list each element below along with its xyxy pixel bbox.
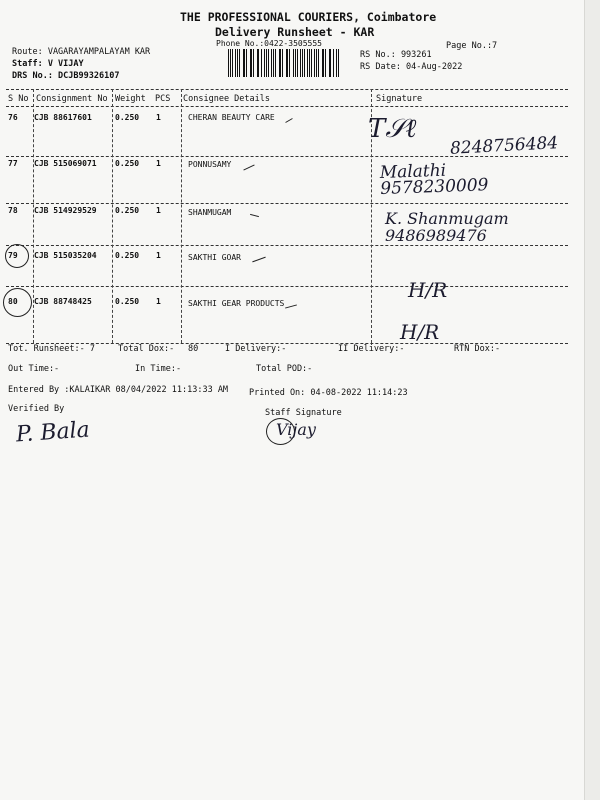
row-weight: 0.250	[115, 159, 140, 168]
row-consignee: SAKTHI GOAR	[188, 253, 241, 262]
check-mark	[285, 304, 297, 308]
row-sno: 76	[8, 113, 18, 122]
i-delivery: I Delivery:-	[225, 344, 287, 354]
staff-signature: Vijay	[276, 420, 316, 439]
row-consignee: SHANMUGAM	[188, 208, 232, 217]
row-sno: 78	[8, 206, 18, 215]
row-divider	[6, 286, 568, 287]
row-weight: 0.250	[115, 206, 140, 215]
printed-on: Printed On: 04-08-2022 11:14:23	[249, 388, 408, 398]
runsheet-subtitle: Delivery Runsheet - KAR	[215, 25, 375, 39]
row-consignment: CJB 88748425	[34, 297, 92, 306]
page-number: Page No.:7	[446, 41, 498, 51]
total-pod: Total POD:-	[256, 364, 313, 374]
total-dox-label: Total Dox:-	[118, 344, 175, 354]
col-header-consignment: Consignment No	[36, 94, 108, 104]
col-header-sno: S No	[8, 94, 29, 104]
row-weight: 0.250	[115, 113, 140, 122]
column-divider	[112, 89, 113, 343]
row-consignment: CJB 88617601	[34, 113, 92, 122]
row-sno: 79	[8, 251, 18, 260]
row-consignee: PONNUSAMY	[188, 160, 232, 169]
handwritten-signature: H/R	[400, 320, 440, 344]
col-header-weight: Weight	[115, 94, 146, 104]
page-edge	[584, 0, 600, 800]
verified-by-label: Verified By	[8, 404, 65, 414]
row-pcs: 1	[156, 159, 161, 168]
rs-number: RS No.: 993261	[360, 50, 432, 60]
check-mark	[285, 118, 292, 123]
out-time: Out Time:-	[8, 364, 60, 374]
phone-number: Phone No.:0422-3505555	[216, 39, 322, 48]
check-mark	[252, 257, 265, 263]
row-divider	[6, 245, 568, 246]
total-runsheet: Tot. Runsheet:- 7	[8, 344, 95, 354]
handwritten-signature: H/R	[408, 278, 448, 302]
route: Route: VAGARAYAMPALAYAM KAR	[12, 47, 151, 57]
row-consignee: SAKTHI GEAR PRODUCTS	[188, 299, 285, 308]
row-pcs: 1	[156, 206, 161, 215]
row-consignment: CJB 515069071	[34, 159, 97, 168]
check-mark	[243, 165, 254, 171]
table-top-rule	[6, 89, 568, 90]
row-sno: 80	[8, 297, 18, 306]
row-consignment: CJB 514929529	[34, 206, 97, 215]
ii-delivery: II Delivery:-	[338, 344, 405, 354]
in-time: In Time:-	[135, 364, 182, 374]
table-header-rule	[6, 106, 568, 107]
column-divider	[181, 89, 182, 343]
barcode	[228, 49, 340, 77]
col-header-consignee: Consignee Details	[183, 94, 270, 104]
row-weight: 0.250	[115, 251, 140, 260]
staff-signature-label: Staff Signature	[265, 408, 342, 418]
drs-number: DRS No.: DCJB99326107	[12, 71, 120, 81]
rtn-dox: RTN Dox:-	[454, 344, 501, 354]
row-consignment: CJB 515035204	[34, 251, 97, 260]
col-header-pcs: PCS	[155, 94, 171, 104]
verifier-signature: P. Bala	[15, 417, 91, 448]
row-pcs: 1	[156, 113, 161, 122]
entered-by: Entered By :KALAIKAR 08/04/2022 11:13:33 AM	[8, 385, 229, 395]
staff: Staff: V VIJAY	[12, 59, 84, 69]
signature-scribble: T𝒮ℓ	[368, 114, 417, 144]
handwritten-signature: Malathi 9578230009	[379, 160, 489, 199]
total-dox-value: 80	[188, 344, 199, 354]
check-mark	[250, 214, 259, 217]
row-divider	[6, 203, 568, 204]
row-weight: 0.250	[115, 297, 140, 306]
rs-date: RS Date: 04-Aug-2022	[360, 62, 463, 72]
row-pcs: 1	[156, 251, 161, 260]
row-pcs: 1	[156, 297, 161, 306]
handwritten-signature: K. Shanmugam 9486989476	[385, 209, 509, 245]
row-sno: 77	[8, 159, 18, 168]
handwritten-signature: 8248756484	[449, 133, 559, 159]
row-consignee: CHERAN BEAUTY CARE	[188, 113, 275, 122]
company-title: THE PROFESSIONAL COURIERS, Coimbatore	[180, 10, 437, 24]
col-header-signature: Signature	[376, 94, 423, 104]
